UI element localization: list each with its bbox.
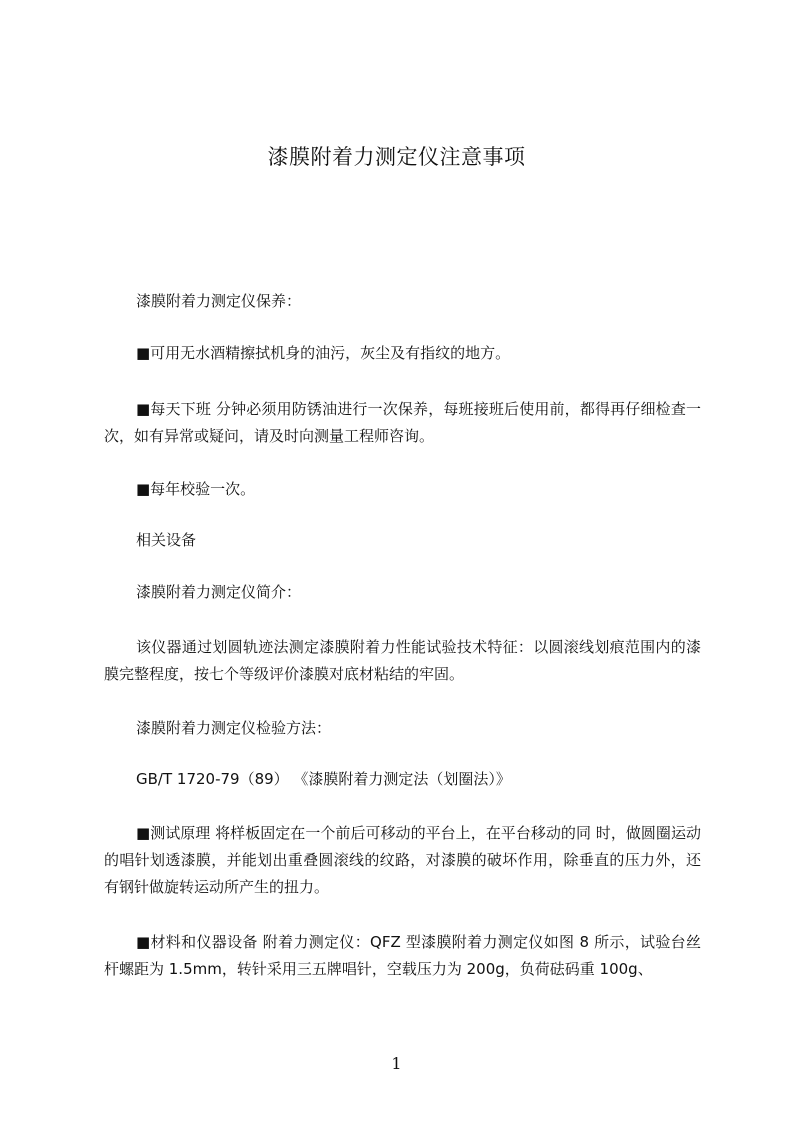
paragraph-test-principle: ■测试原理 将样板固定在一个前后可移动的平台上，在平台移动的同 时，做圆圈运动的唱针划透漆膜，并能划出重叠圆滚线的纹路，对漆膜的破坏作用，除垂直的压力外，还有钢针做旋转运动所产生的扭力。 [104,824,701,896]
paragraph-daily-maintenance: ■每天下班 分钟必须用防锈油进行一次保养，每班接班后使用前，都得再仔细检查一次，如有异常或疑问，请及时向测量工程师咨询。 [104,400,701,445]
paragraph-related-equipment: 相关设备 [136,531,197,549]
paragraph-maintenance-heading: 漆膜附着力测定仪保养： [136,292,302,310]
paragraph-annual-calibration: ■每年校验一次。 [136,480,256,498]
paragraph-intro-heading: 漆膜附着力测定仪简介： [136,583,302,601]
document-title: 漆膜附着力测定仪注意事项 [267,145,526,169]
page-number: 1 [391,1054,402,1073]
paragraph-standard: GB/T 1720-79（89） 《漆膜附着力测定法（划圈法）》 [136,770,511,788]
paragraph-cleaning: ■可用无水酒精擦拭机身的油污，灰尘及有指纹的地方。 [136,344,511,362]
paragraph-intro: 该仪器通过划圆轨迹法测定漆膜附着力性能试验技术特征：以圆滚线划痕范围内的漆膜完整程度，按七个等级评价漆膜对底材粘结的牢固。 [104,638,701,683]
paragraph-method-heading: 漆膜附着力测定仪检验方法： [136,719,332,737]
paragraph-materials: ■材料和仪器设备 附着力测定仪：QFZ 型漆膜附着力测定仪如图 8 所示，试验台丝杆螺距为 1.5mm，转针采用三五牌唱针，空载压力为 200g，负荷砝码重 100g、 [104,933,701,978]
